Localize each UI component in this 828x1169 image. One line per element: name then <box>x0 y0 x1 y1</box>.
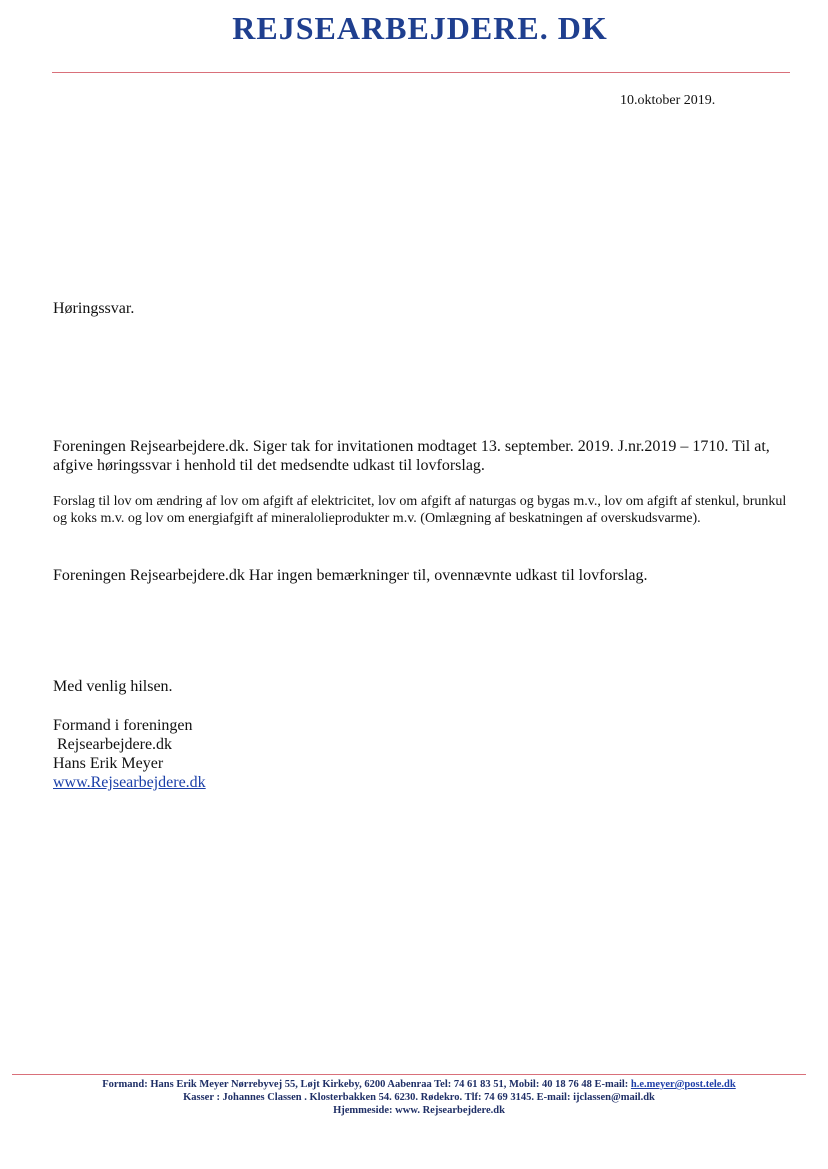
signature-org: Rejsearbejdere.dk <box>53 736 173 753</box>
footer-chairman-email-link[interactable]: h.e.meyer@post.tele.dk <box>630 1079 736 1090</box>
paragraph-thanks: Foreningen Rejsearbejdere.dk. Siger tak for invitationen modtaget 13. september. 2019. J.nr.2019 – 1710. Til at, afgive høringssvar i henhold til det medsendte udkast til lovforslag. <box>53 438 770 474</box>
closing-greeting: Med venlig hilsen. <box>53 678 173 695</box>
signature-role: Formand i foreningen <box>53 717 193 734</box>
letterhead-title: REJSEARBEJDERE. DK <box>232 10 608 46</box>
header-divider <box>52 72 790 73</box>
signature-name: Hans Erik Meyer <box>53 755 164 772</box>
footer-chairman-line <box>0 1078 828 1091</box>
website-link[interactable]: www.Rejsearbejdere.dk <box>53 774 206 791</box>
letter-date: 10.oktober 2019. <box>620 93 716 108</box>
footer-website-line: Hjemmeside: www. Rejsearbejdere.dk <box>333 1105 505 1116</box>
paragraph-no-comments: Foreningen Rejsearbejdere.dk Har ingen bemærkninger til, ovennævnte udkast til lovforslag. <box>53 567 648 584</box>
footer-contact <box>0 1078 828 1117</box>
footer-chairman-text: Formand: Hans Erik Meyer Nørrebyvej 55, Løjt Kirkeby, 6200 Aabenraa Tel: 74 61 83 51, Mobil: 40 18 76 48 E-mail: <box>102 1079 631 1090</box>
footer-treasurer-line: Kasser : Johannes Classen . Klosterbakken 54. 6230. Rødekro. Tlf: 74 69 3145. E-mail: ijclassen@mail.dk <box>183 1092 655 1103</box>
footer-divider <box>12 1074 806 1075</box>
letter-subject: Høringssvar. <box>53 300 135 317</box>
paragraph-bill-title: Forslag til lov om ændring af lov om afgift af elektricitet, lov om afgift af naturgas og bygas m.v., lov om afgift af stenkul, brunkul og koks m.v. og lov om energiafgift af mineralolieprodukter m.v. (Omlægning af beskatningen af overskudsvarme). <box>53 494 787 526</box>
signature-block <box>53 716 206 792</box>
